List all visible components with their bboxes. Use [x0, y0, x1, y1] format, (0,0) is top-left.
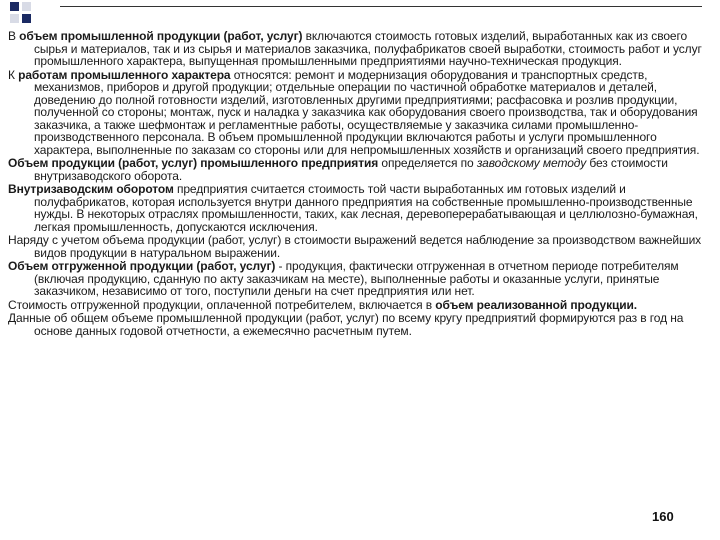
decor-square-1 — [10, 2, 19, 11]
paragraph — [8, 312, 704, 337]
text-run: Данные об общем объеме промышленной продукции (работ, услуг) по всему кругу предприятий формируются раз в год на основе данных годовой отчетности, а ежемесячно расчетным путем. — [8, 311, 684, 338]
text-run: Стоимость отгруженной продукции, оплаченной потребителем, включается в — [8, 297, 436, 312]
bold-term: Внутризаводским оборотом — [8, 182, 174, 196]
bold-term: Объем отгруженной продукции (работ, услуг) — [8, 259, 276, 273]
decor-square-3 — [10, 14, 19, 23]
text-run: Наряду с учетом объема продукции (работ, услуг) в стоимости выражений ведется наблюдение за производством важнейших видов продукции в натуральном выражении. — [8, 233, 702, 260]
text-run: В — [8, 29, 20, 43]
text-run: предприятия считается стоимость той части выработанных им готовых изделий и полуфабрикатов, которая используется внутри данного предприятия на собственные промышленно-производственные нужды. В некоторых отраслях промышленности, таких, как лесная, деревоперерабатывающая и целлюлозно-бумажная, легкая промышленность, допускаются исключения. — [34, 182, 698, 234]
top-rule — [60, 6, 702, 7]
decor-square-2 — [22, 2, 31, 11]
text-run: - продукция, фактически отгруженная в отчетном периоде потребителям (включая продукцию, сданную по акту заказчикам на месте), выполненные работы и оказанные услуги, принятые заказчиком, независимо от того, поступили деньги на счет предприятия или нет. — [34, 259, 679, 298]
paragraph — [8, 30, 704, 68]
paragraph — [8, 69, 704, 157]
paragraph — [8, 183, 704, 233]
italic-term: заводскому методу — [476, 156, 587, 170]
page-number: 160 — [652, 509, 674, 524]
bold-term: объем промышленной продукции (работ, услуг) — [19, 29, 303, 43]
text-run: определяется по — [378, 156, 477, 170]
text-run: без стоимости внутризаводского оборота. — [34, 156, 668, 183]
paragraph — [8, 299, 704, 312]
text-run: включаются стоимость готовых изделий, выработанных как из своего сырья и материалов, так и из сырья и материалов заказчика, полуфабрикатов своей выработки, стоимость работ и услуг промышленного характера, выпущенная промышленными предприятиями научно-техническая продукция. — [34, 29, 702, 68]
corner-decoration — [0, 0, 60, 28]
text-run: К — [8, 67, 19, 82]
paragraph — [8, 157, 704, 182]
decor-square-4 — [22, 14, 31, 23]
bold-term: Объем продукции (работ, услуг) промышленного предприятия — [8, 156, 379, 170]
paragraph — [8, 234, 704, 259]
bold-term: объем реализованной продукции. — [435, 297, 638, 312]
text-run: относятся: ремонт и модернизация оборудования и транспортных средств, механизмов, приборов и другой продукции; отдельные операции по частичной обработке материалов и деталей, доведению до полной готовности изделий, изготовленных другими предприятиями; расфасовка и розлив продукции, полученной со стороны; монтаж, пуск и наладка у заказчика как оборудования своего производства, так и оборудования заказчика, а также шефмонтаж и регламентные работы, осуществляемые у заказчика силами промышленно-производственного персонала. В объем промышленной продукции включаются работы и услуги промышленного характера, выполненные по заказам со стороны или для непромышленных хозяйств и организаций своего предприятия. — [34, 67, 700, 157]
document-body — [8, 30, 704, 338]
paragraph — [8, 260, 704, 298]
bold-term: работам промышленного характера — [18, 67, 231, 82]
